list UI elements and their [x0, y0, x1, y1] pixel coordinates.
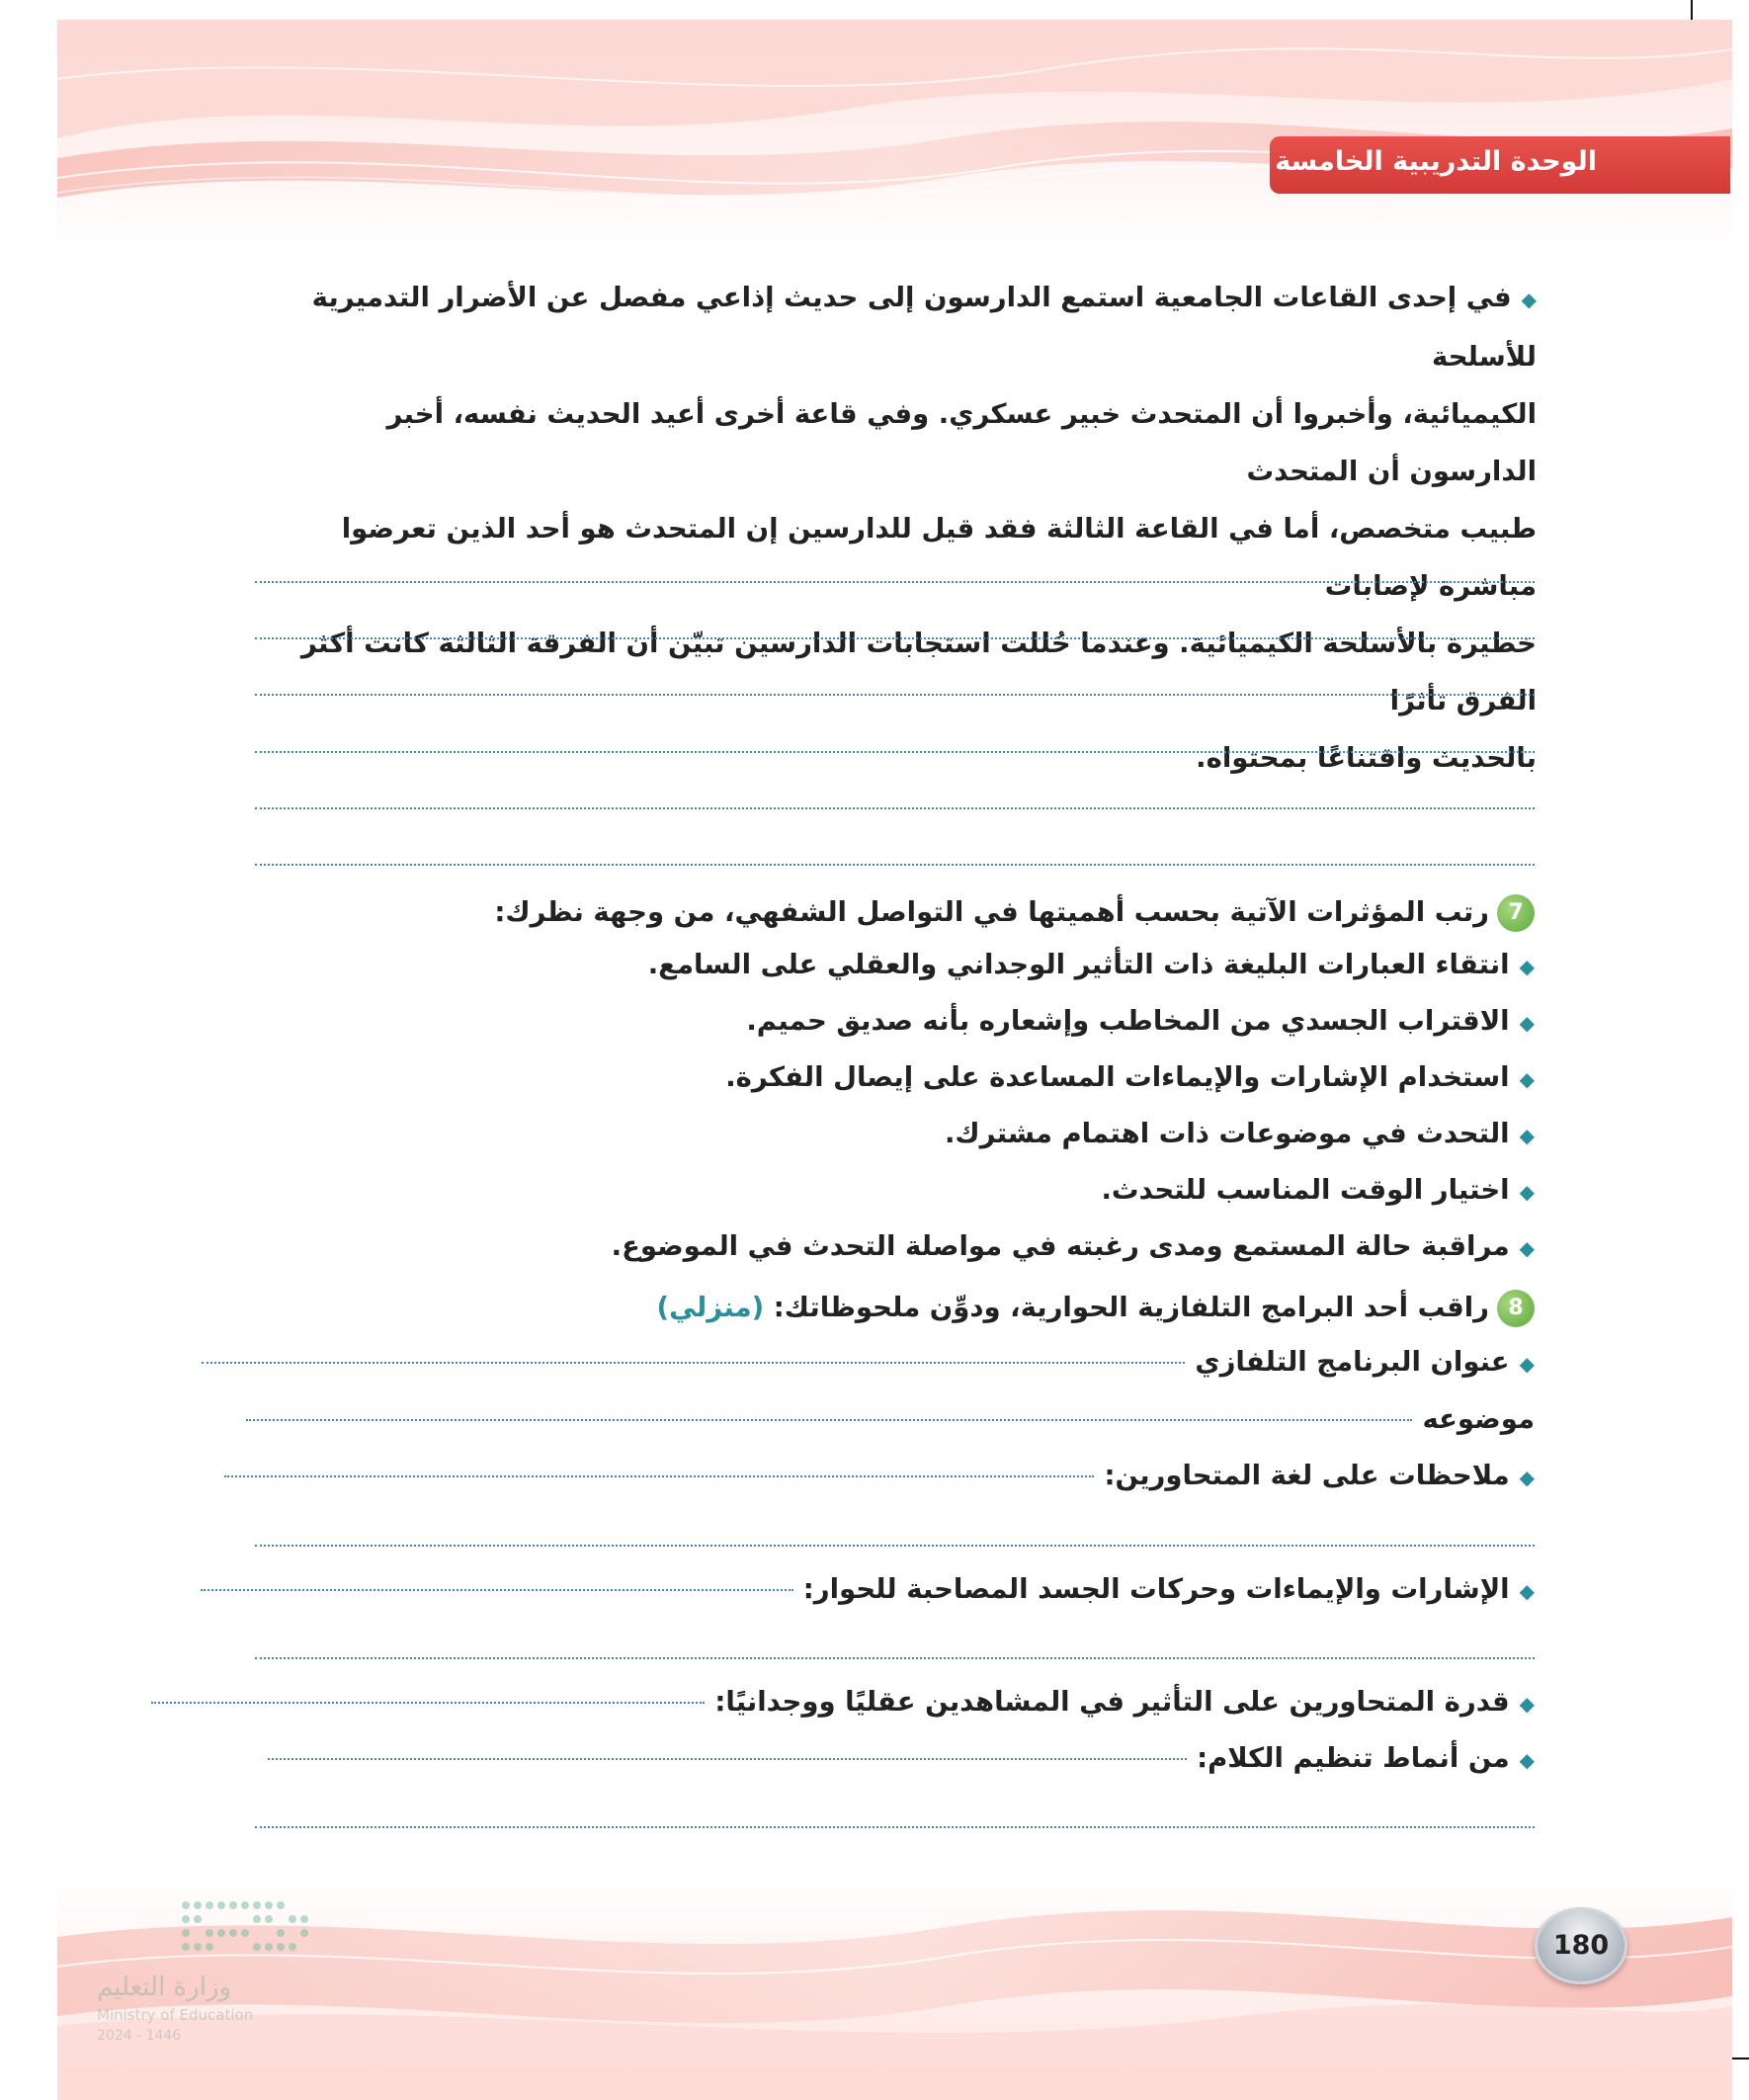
- diamond-bullet-icon: ◆: [1519, 1466, 1535, 1489]
- answer-line[interactable]: [255, 637, 1535, 639]
- answer-line[interactable]: [255, 581, 1535, 583]
- field-gestures: ◆الإشارات والإيماءات وحركات الجسد المصاحبة للحوار:: [201, 1573, 1535, 1605]
- answer-line[interactable]: [255, 751, 1535, 753]
- diamond-bullet-icon: ◆: [1521, 288, 1537, 311]
- diamond-bullet-icon: ◆: [1519, 1124, 1535, 1147]
- question-7-prompt: 7رتب المؤثرات الآتية بحسب أهميتها في التواصل الشفهي، من وجهة نظرك:: [494, 894, 1535, 932]
- fill-line[interactable]: [224, 1475, 1094, 1477]
- q7-item: ◆التحدث في موضوعات ذات اهتمام مشترك.: [944, 1118, 1535, 1149]
- intro-paragraph: [252, 269, 1537, 787]
- fill-line[interactable]: [202, 1362, 1185, 1364]
- q7-item: ◆الاقتراب الجسدي من المخاطب وإشعاره بأنه صديق حميم.: [746, 1005, 1535, 1037]
- question-number-badge: 7: [1497, 894, 1535, 932]
- answer-line[interactable]: [255, 1657, 1535, 1659]
- ministry-name-arabic: وزارة التعليم: [97, 1973, 232, 2002]
- field-patterns: ◆من أنماط تنظيم الكلام:: [268, 1742, 1535, 1774]
- ministry-name-english: Ministry of Education: [97, 2006, 254, 2024]
- paragraph-line: طبيب متخصص، أما في القاعة الثالثة فقد قيل للدارسين إن المتحدث هو أحد الذين تعرضوا مباشرة لإصابات: [341, 513, 1537, 602]
- paragraph-line: الكيميائية، وأخبروا أن المتحدث خبير عسكري. وفي قاعة أخرى أعيد الحديث نفسه، أخبر الدارسون أن المتحدث: [386, 398, 1537, 487]
- answer-line[interactable]: [255, 1545, 1535, 1547]
- q7-item: ◆انتقاء العبارات البليغة ذات التأثير الوجداني والعقلي على السامع.: [647, 949, 1535, 980]
- question-number-badge: 8: [1497, 1290, 1535, 1327]
- field-topic: موضوعه: [246, 1403, 1535, 1435]
- ministry-logo-icon: [166, 1895, 324, 1967]
- diamond-bullet-icon: ◆: [1519, 1236, 1535, 1260]
- diamond-bullet-icon: ◆: [1519, 1352, 1535, 1376]
- paragraph-line: بالحديث واقتناعًا بمحتواه.: [1196, 742, 1537, 774]
- ministry-logo: [97, 1895, 334, 2044]
- homework-tag: (منزلي): [656, 1292, 765, 1323]
- fill-line[interactable]: [246, 1419, 1412, 1421]
- q7-item: ◆استخدام الإشارات والإيماءات المساعدة على إيصال الفكرة.: [725, 1061, 1535, 1093]
- diamond-bullet-icon: ◆: [1519, 1011, 1535, 1035]
- answer-line[interactable]: [255, 1826, 1535, 1828]
- paragraph-line: خطيرة بالأسلحة الكيميائية. وعندما حُللت استجابات الدارسين تبيّن أن الفرقة الثالثة كانت أكثر الفرق تأثرًا: [300, 628, 1537, 716]
- field-program-title: ◆عنوان البرنامج التلفازي: [202, 1346, 1535, 1378]
- field-influence: ◆قدرة المتحاورين على التأثير في المشاهدين عقليًا ووجدانيًا:: [151, 1686, 1535, 1718]
- answer-line[interactable]: [255, 864, 1535, 866]
- diamond-bullet-icon: ◆: [1519, 1180, 1535, 1204]
- paragraph-line: ◆في إحدى القاعات الجامعية استمع الدارسون إلى حديث إذاعي مفصل عن الأضرار التدميرية للأسلحة: [311, 282, 1537, 373]
- diamond-bullet-icon: ◆: [1519, 1579, 1535, 1603]
- page-number-badge: 180: [1535, 1907, 1627, 1984]
- fill-line[interactable]: [201, 1589, 793, 1591]
- q7-item: ◆مراقبة حالة المستمع ومدى رغبته في مواصلة التحدث في الموضوع.: [611, 1230, 1535, 1262]
- unit-title-banner: الوحدة التدريبية الخامسة: [1270, 136, 1730, 194]
- q7-item: ◆اختيار الوقت المناسب للتحدث.: [1101, 1174, 1535, 1206]
- diamond-bullet-icon: ◆: [1519, 1067, 1535, 1091]
- diamond-bullet-icon: ◆: [1519, 1748, 1535, 1772]
- fill-line[interactable]: [151, 1702, 705, 1704]
- question-8-prompt: 8راقب أحد البرامج التلفازية الحوارية، ودوِّن ملحوظاتك: (منزلي): [657, 1290, 1535, 1327]
- diamond-bullet-icon: ◆: [1519, 1692, 1535, 1716]
- answer-line[interactable]: [255, 807, 1535, 809]
- answer-line[interactable]: [255, 694, 1535, 696]
- fill-line[interactable]: [268, 1758, 1187, 1760]
- diamond-bullet-icon: ◆: [1519, 955, 1535, 978]
- field-language-notes: ◆ملاحظات على لغة المتحاورين:: [224, 1460, 1535, 1491]
- edition-year: 2024 - 1446: [97, 2028, 182, 2044]
